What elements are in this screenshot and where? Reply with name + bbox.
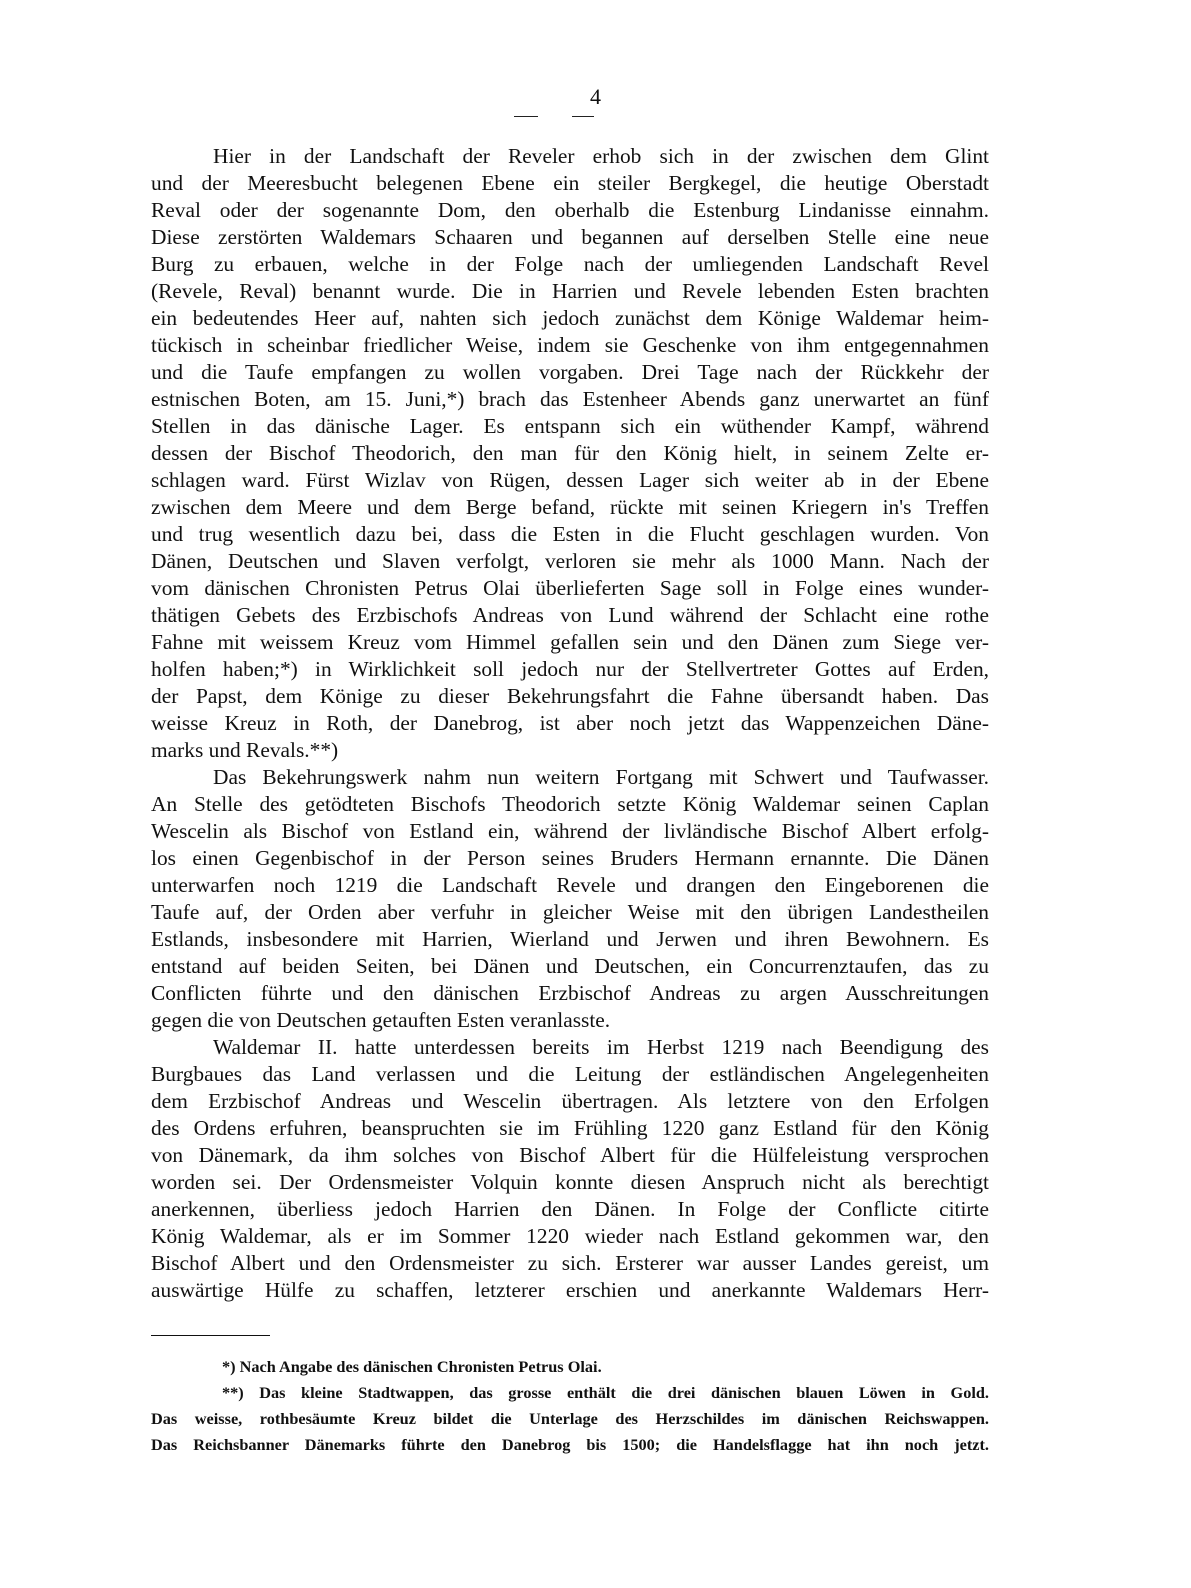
text-line: weisse Kreuz in Roth, der Danebrog, ist aber noch jetzt das Wappenzeichen Däne- [151, 711, 989, 735]
footnote-2-line: Das Reichsbanner Dänemarks führte den Danebrog bis 1500; die Handelsflagge hat ihn noch jetzt. [151, 1435, 989, 1454]
text-line: auswärtige Hülfe zu schaffen, letzterer erschien und anerkannte Waldemars Herr- [151, 1278, 989, 1302]
text-line: thätigen Gebets des Erzbischofs Andreas von Lund während der Schlacht eine rothe [151, 603, 989, 627]
text-line: und trug wesentlich dazu bei, dass die Esten in die Flucht geschlagen wurden. Von [151, 522, 989, 546]
text-line: dem Erzbischof Andreas und Wescelin übertragen. Als letztere von den Erfolgen [151, 1089, 989, 1113]
text-line: zwischen dem Meere und dem Berge befand, rückte mit seinen Kriegern in's Treffen [151, 495, 989, 519]
text-line: Reval oder der sogenannte Dom, den oberhalb die Estenburg Lindanisse einnahm. [151, 198, 989, 222]
text-line: König Waldemar, als er im Sommer 1220 wieder nach Estland gekommen war, den [151, 1224, 989, 1248]
text-line: Burg zu erbauen, welche in der Folge nach der umliegenden Landschaft Revel [151, 252, 989, 276]
text-line: Burgbaues das Land verlassen und die Leitung der estländischen Angelegenheiten [151, 1062, 989, 1086]
text-line: entstand auf beiden Seiten, bei Dänen und Deutschen, ein Concurrenztaufen, das zu [151, 954, 989, 978]
text-line: Estlands, insbesondere mit Harrien, Wierland und Jerwen und ihren Bewohnern. Es [151, 927, 989, 951]
footnote-2-line: Das weisse, rothbesäumte Kreuz bildet die Unterlage des Herzschildes im dänischen Reichswappen. [151, 1409, 989, 1428]
text-line: ein bedeutendes Heer auf, nahten sich jedoch zunächst dem Könige Waldemar heim- [151, 306, 989, 330]
text-line: holfen haben;*) in Wirklichkeit soll jedoch nur der Stellvertreter Gottes auf Erden, [151, 657, 989, 681]
text-line: und der Meeresbucht belegenen Ebene ein steiler Bergkegel, die heutige Oberstadt [151, 171, 989, 195]
page-number-rule-left [514, 116, 538, 117]
text-line: Fahne mit weissem Kreuz vom Himmel gefallen sein und den Dänen zum Siege ver- [151, 630, 989, 654]
text-line: von Dänemark, da ihm solches von Bischof Albert für die Hülfeleistung versprochen [151, 1143, 989, 1167]
footnote-rule [151, 1335, 270, 1336]
text-line: anerkennen, überliess jedoch Harrien den Dänen. In Folge der Conflicte citirte [151, 1197, 989, 1221]
page-number-rule-right [572, 116, 594, 117]
text-line: worden sei. Der Ordensmeister Volquin konnte diesen Anspruch nicht als berechtigt [151, 1170, 989, 1194]
text-line: (Revele, Reval) benannt wurde. Die in Harrien und Revele lebenden Esten brachten [151, 279, 989, 303]
text-line: dessen der Bischof Theodorich, den man für den König hielt, in seinem Zelte er- [151, 441, 989, 465]
text-line: Dänen, Deutschen und Slaven verfolgt, verloren sie mehr als 1000 Mann. Nach der [151, 549, 989, 573]
text-line: und die Taufe empfangen zu wollen vorgaben. Drei Tage nach der Rückkehr der [151, 360, 989, 384]
text-line: schlagen ward. Fürst Wizlav von Rügen, dessen Lager sich weiter ab in der Ebene [151, 468, 989, 492]
text-line: Stellen in das dänische Lager. Es entspann sich ein wüthender Kampf, während [151, 414, 989, 438]
footnote-1: *) Nach Angabe des dänischen Chronisten Petrus Olai. [222, 1357, 602, 1376]
text-line: Bischof Albert und den Ordensmeister zu sich. Ersterer war ausser Landes gereist, um [151, 1251, 989, 1275]
text-line: Taufe auf, der Orden aber verfuhr in gleicher Weise mit den übrigen Landestheilen [151, 900, 989, 924]
text-line: tückisch in scheinbar friedlicher Weise, indem sie Geschenke von ihm entgegennahmen [151, 333, 989, 357]
text-line: Hier in der Landschaft der Reveler erhob sich in der zwischen dem Glint [213, 144, 989, 168]
text-line: gegen die von Deutschen getauften Esten veranlasste. [151, 1008, 611, 1032]
text-line: Wescelin als Bischof von Estland ein, während der livländische Bischof Albert erfolg- [151, 819, 989, 843]
text-line: Diese zerstörten Waldemars Schaaren und begannen auf derselben Stelle eine neue [151, 225, 989, 249]
text-line: Waldemar II. hatte unterdessen bereits im Herbst 1219 nach Beendigung des [213, 1035, 989, 1059]
text-line: vom dänischen Chronisten Petrus Olai überlieferten Sage soll in Folge eines wunder- [151, 576, 989, 600]
text-line: An Stelle des getödteten Bischofs Theodorich setzte König Waldemar seinen Caplan [151, 792, 989, 816]
text-line: estnischen Boten, am 15. Juni,*) brach das Estenheer Abends ganz unerwartet an fünf [151, 387, 989, 411]
page-number: 4 [590, 84, 601, 109]
text-line: unterwarfen noch 1219 die Landschaft Revele und drangen den Eingeborenen die [151, 873, 989, 897]
text-line: marks und Revals.**) [151, 738, 339, 762]
text-line: Das Bekehrungswerk nahm nun weitern Fortgang mit Schwert und Taufwasser. [213, 765, 989, 789]
text-line: der Papst, dem Könige zu dieser Bekehrungsfahrt die Fahne übersandt haben. Das [151, 684, 989, 708]
text-line: des Ordens erfuhren, beanspruchten sie im Frühling 1220 ganz Estland für den König [151, 1116, 989, 1140]
footnote-2-line: **) Das kleine Stadtwappen, das grosse enthält die drei dänischen blauen Löwen in Gold. [222, 1383, 989, 1402]
text-line: los einen Gegenbischof in der Person seines Bruders Hermann ernannte. Die Dänen [151, 846, 989, 870]
text-line: Conflicten führte und den dänischen Erzbischof Andreas zu argen Ausschreitungen [151, 981, 989, 1005]
